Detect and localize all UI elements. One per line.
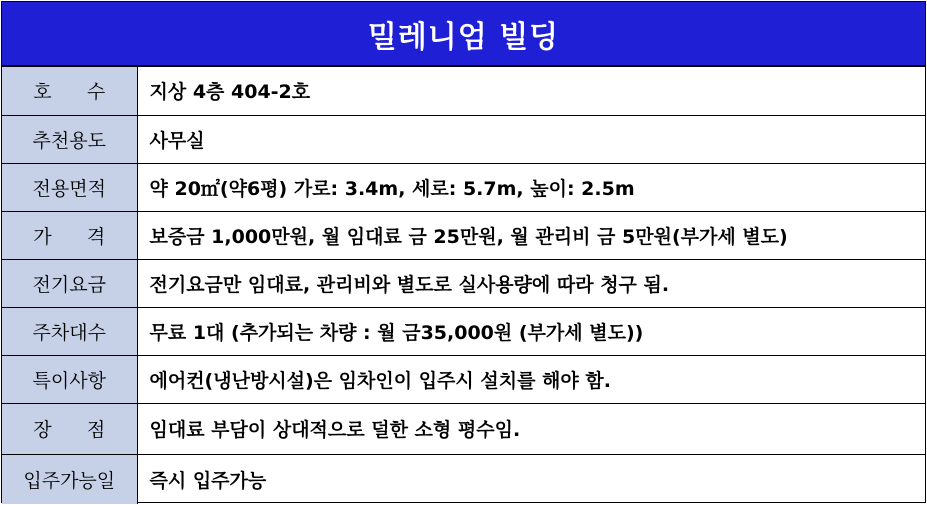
row-value-advantages: 임대료 부담이 상대적으로 덜한 소형 평수임. bbox=[137, 403, 925, 454]
row-label-electricity: 전기요금 bbox=[2, 259, 137, 307]
property-info-table bbox=[2, 67, 925, 504]
row-label-move-in: 입주가능일 bbox=[2, 454, 137, 504]
row-label-usage: 추천용도 bbox=[2, 115, 137, 163]
row-label-price-part2: 격 bbox=[86, 225, 106, 248]
row-label-price-part1: 가 bbox=[33, 225, 52, 248]
row-value-area: 약 20㎡(약6평) 가로: 3.4m, 세로: 5.7m, 높이: 2.5m bbox=[137, 163, 925, 211]
table-row-usage bbox=[2, 115, 925, 163]
row-value-price: 보증금 1,000만원, 월 임대료 금 25만원, 월 관리비 금 5만원(부가세 별도) bbox=[137, 211, 925, 259]
row-value-parking: 무료 1대 (추가되는 차량 : 월 금35,000원 (부가세 별도)) bbox=[137, 307, 925, 355]
row-label-area: 전용면적 bbox=[2, 163, 137, 211]
row-value-electricity: 전기요금만 임대료, 관리비와 별도로 실사용량에 따라 청구 됨. bbox=[137, 259, 925, 307]
row-label-unit-part2: 수 bbox=[86, 81, 106, 104]
row-label-advantages-part1: 장 bbox=[33, 419, 52, 441]
table-row-area bbox=[2, 163, 925, 211]
table-row-advantages bbox=[2, 403, 925, 454]
property-info-sheet bbox=[1, 1, 926, 503]
table-row-move-in bbox=[2, 454, 925, 504]
row-label-unit-part1: 호 bbox=[33, 81, 52, 104]
row-value-move-in: 즉시 입주가능 bbox=[137, 454, 925, 504]
table-row-parking bbox=[2, 307, 925, 355]
row-value-notes: 에어컨(냉난방시설)은 임차인이 입주시 설치를 해야 함. bbox=[137, 355, 925, 403]
table-row-price bbox=[2, 211, 925, 259]
row-label-notes: 특이사항 bbox=[2, 355, 137, 403]
row-label-parking: 주차대수 bbox=[2, 307, 137, 355]
row-value-usage: 사무실 bbox=[137, 115, 925, 163]
row-label-price bbox=[2, 211, 137, 259]
building-title: 밀레니엄 빌딩 bbox=[2, 2, 925, 67]
table-row-electricity bbox=[2, 259, 925, 307]
table-row-notes bbox=[2, 355, 925, 403]
row-value-unit: 지상 4층 404-2호 bbox=[149, 81, 311, 104]
table-row-unit bbox=[2, 67, 925, 115]
row-label-advantages-part2: 점 bbox=[86, 419, 106, 441]
row-label-unit bbox=[2, 67, 137, 115]
row-label-advantages bbox=[2, 403, 137, 454]
